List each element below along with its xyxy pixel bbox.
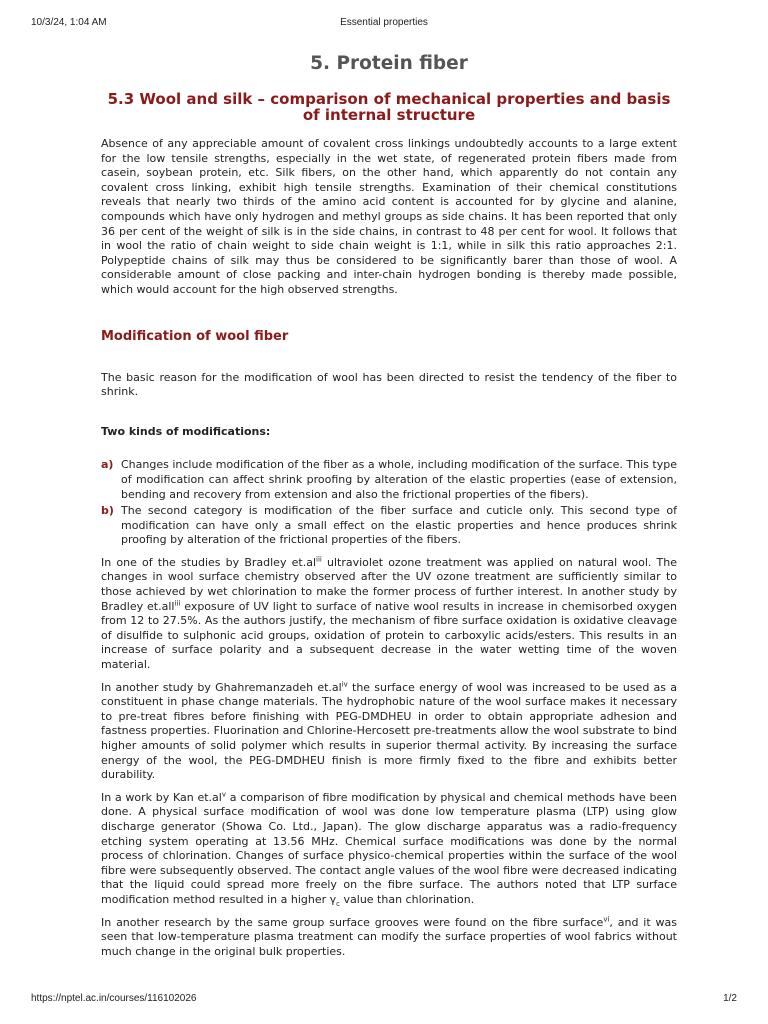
text-run: In another research by the same group surface grooves were found on the fibre surface: [101, 915, 604, 929]
print-title: Essential properties: [340, 17, 428, 28]
footnote-ref: iii: [316, 555, 322, 564]
kinds-heading: Two kinds of modifications:: [101, 424, 271, 438]
list-item: [101, 504, 677, 548]
document-body: [101, 52, 677, 959]
paragraph-ghahremanzadeh: [101, 681, 677, 783]
list-item-letter: a): [101, 458, 114, 472]
paragraph-kan: [101, 791, 677, 908]
text-run: a comparison of fibre modification by physical and chemical methods have been done. A physical surface modification of wool was done low temperature plasma (LTP) using glow discharge generator (Showa Co. Ltd., Japan). The glow discharge apparatus was a radio-frequency etching system operating at 13.56 MHz. Chemical surface modifications was done by the normal process of chlorination. Changes of surface physico-chemical properties within the surface of the wool fibre were subsequently observed. The contact angle values of the wool fibre were decreased indicating that the liquid could spread more freely on the fibre surface. The authors noted that LTP surface modification method resulted in a higher γ: [101, 790, 677, 906]
footnote-ref: iv: [341, 679, 348, 688]
print-datetime: 10/3/24, 1:04 AM: [31, 17, 107, 28]
text-run: exposure of UV light to surface of native wool results in increase in chemisorbed oxygen from 12 to 27.5%. As the authors justify, the mechanism of fibre surface oxidation is oxidative cleavage of disulfide to sulphonic acid groups, oxidation of protein to carboxylic acids/esters. This results in an increase of surface polarity and a subsequent decrease in the water wetting time of the woven material.: [101, 599, 677, 672]
text-run: In a work by Kan et.al: [101, 790, 222, 804]
page-url-link[interactable]: https://nptel.ac.in/courses/116102026: [31, 993, 197, 1004]
list-item-text: The second category is modification of the fiber surface and cuticle only. This second type of modification can have only a small effect on the elastic properties and hence produces shrink proofing by alteration of the frictional properties of the fibers.: [121, 504, 677, 547]
text-run: value than chlorination.: [340, 892, 475, 906]
print-header: [0, 0, 768, 30]
footnote-ref: iii: [174, 599, 181, 607]
chapter-title: 5. Protein fiber: [310, 53, 468, 74]
modification-heading: Modification of wool fiber: [101, 328, 289, 344]
list-item-text: Changes include modification of the fiber as a whole, including modification of the surface. This type of modification can affect shrink proofing by alteration of the elastic properties (ease of extension, bending and recovery from extension and also the frictional properties of the fibers).: [121, 458, 677, 501]
text-run: the surface energy of wool was increased to be used as a constituent in phase change materials. The hydrophobic nature of the wool surface makes it necessary to pre-treat fibres before finishing with PEG-DMDHEU in order to obtain appropriate adhesion and fastness properties. Fluorination and Chlorine-Hercosett pre-treatments allow the wool substrate to bind higher amounts of solid polymer which results in superior thermal activity. By increasing the surface energy of the wool, the PEG-DMDHEU finish is more firmly fixed to the fibre and exhibits better durability.: [101, 680, 677, 782]
text-run: ultraviolet ozone treatment was applied on natural wool. The changes in wool surface chemistry observed after the UV ozone treatment are sufficiently similar to those achieved by wet chlorination to make the former process of further interest. In another study by Bradley et.all: [101, 555, 677, 613]
modification-list: [101, 458, 677, 548]
list-item: [101, 458, 677, 502]
paragraph-grooves: [101, 916, 677, 960]
section-title: 5.3 Wool and silk – comparison of mechanical properties and basis of internal structure: [107, 90, 671, 124]
modification-intro: The basic reason for the modification of wool has been directed to resist the tendency of the fiber to shrink.: [101, 370, 677, 399]
footnote-ref: v: [221, 790, 226, 799]
footnote-ref: vi: [603, 914, 610, 923]
paragraph-bradley: [101, 556, 677, 673]
subscript: c: [336, 900, 341, 909]
intro-paragraph: Absence of any appreciable amount of covalent cross linkings undoubtedly accounts to a large extent for the low tensile strengths, especially in the wet state, of regenerated protein fibers made from casein, soybean protein, etc. Silk fibers, on the other hand, which apparently do not contain any covalent cross linking, exhibit high tensile strengths. Examination of their chemical constitutions reveals that nearly two thirds of the amino acid content is accounted for by glycine and alanine, compounds which have only hydrogen and methyl groups as side chains. It has been reported that only 36 per cent of the weight of silk is in the side chains, in contrast to 48 per cent for wool. It follows that in wool the ratio of chain weight to side chain weight is 1:1, while in silk this ratio approaches 2:1. Polypeptide chains of silk may thus be considered to be significantly barer than those of wool. A considerable amount of close packing and inter-chain hydrogen bonding is thereby made possible, which would account for the high observed strengths.: [101, 137, 677, 296]
text-run: , and it was seen that low-temperature plasma treatment can modify the surface properties of wool fabrics without much change in the original bulk properties.: [101, 915, 677, 958]
list-item-letter: b): [101, 504, 114, 518]
text-run: In one of the studies by Bradley et.al: [101, 555, 316, 569]
text-run: In another study by Ghahremanzadeh et.al: [101, 680, 342, 694]
page-number: 1/2: [723, 993, 737, 1004]
